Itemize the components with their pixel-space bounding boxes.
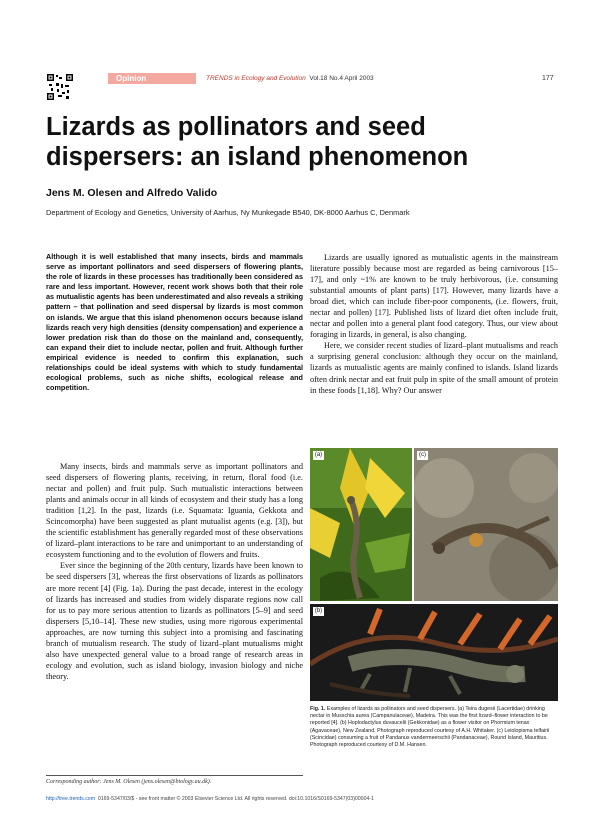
footer-text: 0169-5347/03/$ - see front matter © 2003 Elsevier Science Ltd. All rights reserved. doi:10.1016/S0169-5347(03)00004-1 xyxy=(97,796,374,802)
body-paragraph-2: Ever since the beginning of the 20th century, lizards have been known to be seed dispersers [3], whereas the first observations of lizards as pollinators are more recent [4] (Fig. 1a). During the past decade, interest in the ecology of lizards has increased and studies from widely disparate regions now call for us to pay more serious attention to lizards as pollinators [5–9] and seed dispersers [5,10–14]. These new studies, using more rigorous experimental approaches, are now turning this subject into a promising and fascinating branch of mutualism research. The study of lizard–plant mutualisms might also have unexpected general value to a broad range of research areas in ecology and evolution, such as island biology, invasion biology and niche theory. xyxy=(46,561,303,681)
qr-code-logo xyxy=(46,73,74,101)
body-paragraph-4: Here, we consider recent studies of lizard–plant mutualisms and reach a surprising general conclusion: although they occur on the mainland, lizards as mutualistic agents are mainly confined to islands. Island lizards often drink nectar and eat fruit pulp in spite of the small amount of protein in these foods [1,18]. Why? Our answer xyxy=(310,341,558,395)
journal-header xyxy=(206,73,374,84)
page-number: 177 xyxy=(542,75,554,82)
abstract: Although it is well established that many insects, birds and mammals serve as important pollinators and seed dispersers of flowering plants, the role of lizards in these processes has traditionally been considered as rare and less important. However, recent work shows both that their role as mutualistic agents has been underestimated and also reveals a striking pattern – that pollination and seed dispersal by lizards is most common on islands. We argue that this island phenomenon occurs because island lizards reach very high densities (density compensation) and experience a lower predation risk than do those on the mainland and, consequently, can expand their diet to include nectar, pollen and fruit. Although further empirical evidence is needed to confirm this explanation, such relationships could be ideal systems with which to study fundamental ecological problems, such as niche shifts, ecological release and competition. xyxy=(46,252,303,393)
article-title: Lizards as pollinators and seed dispersers: an island phenomenon xyxy=(46,113,469,171)
caption-label: Fig. 1. xyxy=(310,706,326,712)
body-paragraph-3: Lizards are usually ignored as mutualistic agents in the mainstream literature possibly because most are regarded as being carnivorous [15–17], and only ~1% are known to be truly herbivorous, (i.e. consuming substantial amounts of plant parts) [17]. However, many lizards have a broad diet, which can include fiber-poor components, (i.e. flowers, fruit, nectar and pollen) [17]. Published lists of lizard diet often include fruit, nectar and pollen into a general plant food category. Thus, our view about foraging in lizards, in general, is also changing. xyxy=(310,253,558,340)
corresponding-author: Corresponding author: Jens M. Olesen (jens.olesen@biology.au.dk). xyxy=(46,775,303,785)
affiliation: Department of Ecology and Genetics, University of Aarhus, Ny Munkegade B540, DK-8000 Aarhus C, Denmark xyxy=(46,208,410,217)
photo-panel-c xyxy=(414,448,558,601)
panel-label-a: (a) xyxy=(314,452,323,458)
journal-issue: Vol.18 No.4 April 2003 xyxy=(309,75,374,82)
panel-label-c: (c) xyxy=(419,452,426,458)
footer xyxy=(46,796,374,802)
photo-panel-b xyxy=(310,604,558,701)
journal-name: TRENDS in Ecology and Evolution xyxy=(206,75,306,82)
figure-caption xyxy=(310,706,558,749)
body-paragraph-1: Many insects, birds and mammals serve as important pollinators and seed dispersers of flowering plants, receiving, in return, floral food (i.e. nectar and pollen) and fruit pulp. Such mutualistic interactions between plants and animals occur in all kinds of ecosystem and their study has a long tradition [1,2]. In the past, lizards (i.e. Squamata: Iguania, Gekkota and Scincomorpha) have been suggested as plant mutualist agents (e.g. [3]), but the scientific establishment has generally regarded most of these observations of lizard–plant interactions to be rare and unimportant to an understanding of ecosystem functioning and to the evolution of flowers and fruits. xyxy=(46,462,303,560)
body-left-column xyxy=(46,461,303,682)
figure-1 xyxy=(310,448,558,788)
article-type-tag: Opinion xyxy=(108,73,196,84)
panel-label-b: (b) xyxy=(314,608,323,614)
body-right-column xyxy=(310,252,558,396)
caption-text: Examples of lizards as pollinators and seed dispersers. (a) Teira dugesii (Lacertidae) drinking nectar in Musschia aurea (Campanulaceae), Madeira. This was the first lizard–flower interaction to be reported [4]. (b) Hoplodactylus duvaucelii (Gekkonidae) as a flower visitor on Phormium tenax (Agavaceae), New Zealand. Photograph reproduced courtesy of A.H. Whitaker. (c) Leiolopisma telfairii (Scincidae) consuming a fruit of Pandanus vandermeerschii (Pandanaceae), Round Island, Mauritius. Photograph reproduced courtesy of D.M. Hansen. xyxy=(310,706,550,749)
authors: Jens M. Olesen and Alfredo Valido xyxy=(46,187,218,199)
footer-url[interactable]: http://tree.trends.com xyxy=(46,796,96,802)
photo-panel-a xyxy=(310,448,412,601)
